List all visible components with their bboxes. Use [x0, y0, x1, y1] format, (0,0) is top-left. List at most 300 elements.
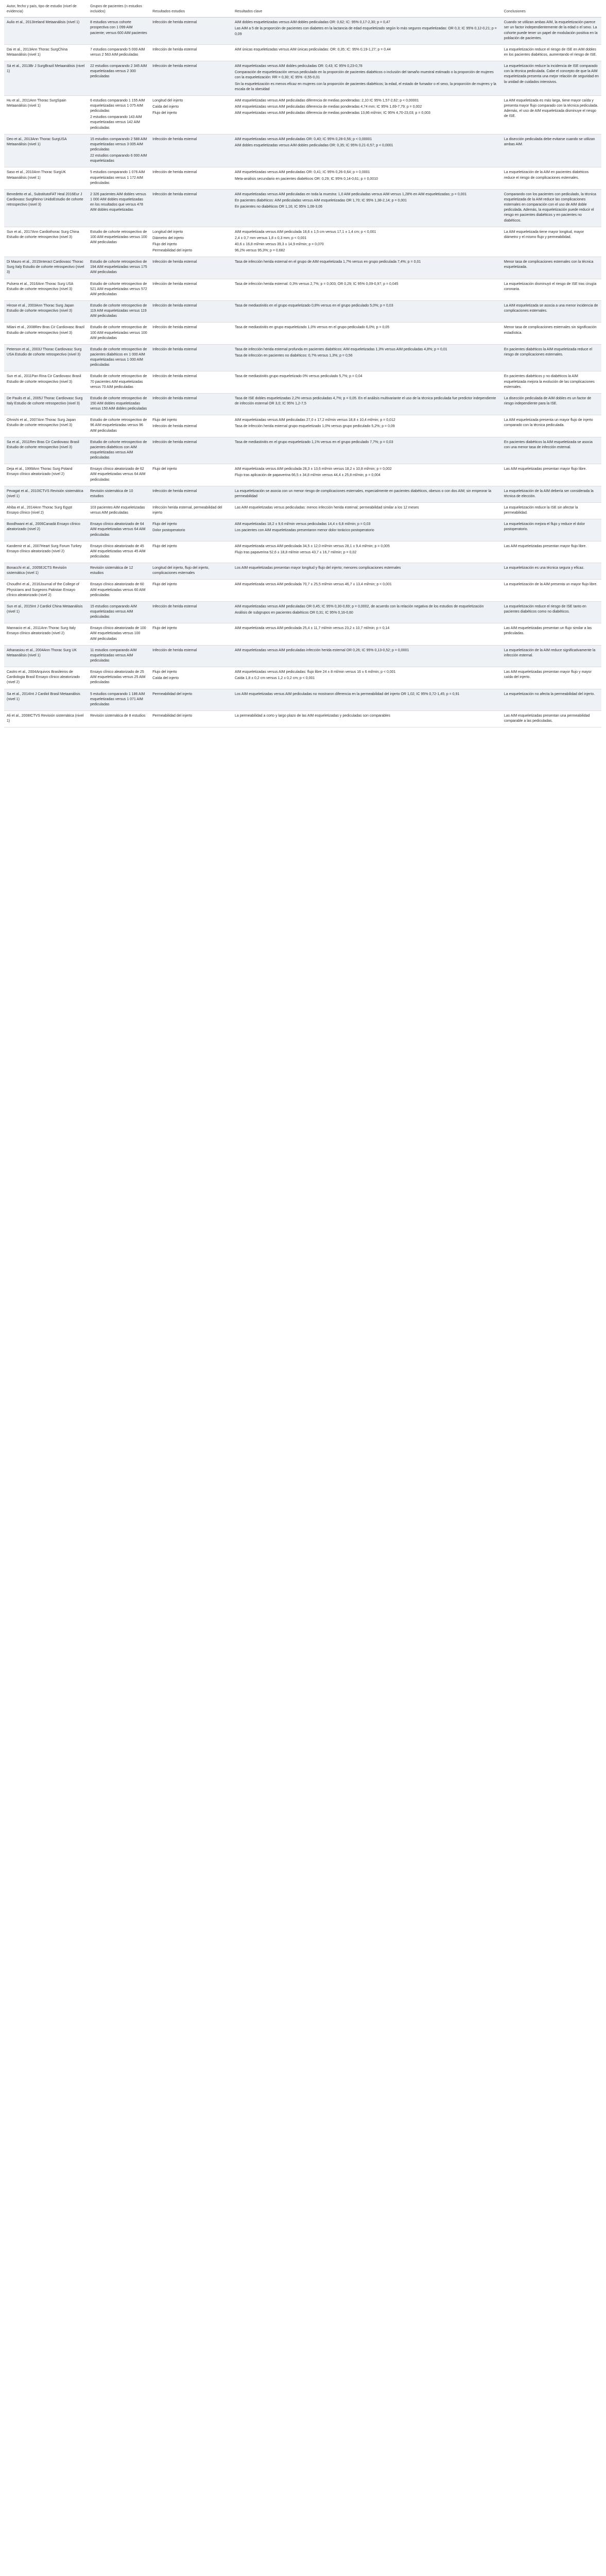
cell-groups	[88, 623, 150, 645]
result-line: AIM esqueletizadas versus AIM pediculadas OR: 0,41; IC 95% 0,26-0,64; p = 0,0001	[234, 171, 370, 175]
result-line: AIM esqueletizadas versus AIM dobles pediculadas OR: 0,43; IC 95% 0,23-0,78	[234, 64, 362, 69]
cell-conclusions: Menor tasa de complicaciones esternales sin significación estadística.	[501, 323, 601, 344]
cell-conclusions: La esqueletización no afecta la permeabilidad del injerto.	[501, 689, 601, 710]
outcome-line: Infección de herida esternal	[152, 47, 197, 52]
cell-author: Aulio et al., 2013Ireland Metaanálisis (nivel 1)	[4, 18, 88, 45]
outcome-line: Infección de herida esternal	[152, 21, 197, 25]
group-line: 15 estudios comparando 2 588 AIM esqueletizadas versus 3 005 AIM pediculadas	[90, 137, 147, 151]
cell-groups	[88, 189, 150, 227]
group-line: Estudio de cohorte retrospectivo de pacientes diabéticos en 1 000 AIM esqueletizadas versus 1 000 AIM pediculadas	[90, 347, 147, 367]
cell-author: Hirose et al., 2003Ann Thorac Surg Japan Estudio de cohorte retrospectivo (nivel 3)	[4, 301, 88, 323]
cell-author: Dai et al., 2013Ann Thorac SurgChina Metaanálisis (nivel 1)	[4, 44, 88, 61]
result-line: Tasa de ISE dobles esqueletizadas 2,2% versus pediculadas 4,7%; p = 0,05. En el análisis multivariante el uso de la técnica pediculada fue predictor independiente de infección esternal OR 3,0; IC 95% 1,2-7,5	[234, 396, 496, 406]
cell-author: Kandemir et al., 2007Heart Surg Forum Turkey Ensayo clínico aleatorizado (nivel 2)	[4, 541, 88, 563]
cell-author: Athanasiou et al., 2004Ann Thorac Surg UK Metaanálisis (nivel 1)	[4, 645, 88, 667]
cell-groups	[88, 415, 150, 437]
result-line: Tasa de mediastinitis en grupo esqueletizado 1,0% versus en el grupo pediculado 6,0%; p = 0,05	[234, 326, 390, 330]
outcome-line: Flujo del injerto	[152, 467, 177, 471]
cell-conclusions: La esqueletización reduce el riesgo de ISE tanto en pacientes diabéticos como no diabéticos.	[501, 601, 601, 623]
cell-results	[232, 541, 501, 563]
cell-author: Milani et al., 2008Rev Bras Cir Cardiovasc Brazil Estudio de cohorte retrospectivo (nivel 3)	[4, 323, 88, 344]
table-row	[4, 519, 601, 541]
cell-conclusions: En pacientes diabéticos la AIM esqueletizada se asocia con una menor tasa de infección esternal.	[501, 437, 601, 464]
group-line: Revisión sistemática de 8 estudios	[90, 714, 146, 718]
cell-conclusions: Menor tasa de complicaciones esternales con la técnica esqueletizada.	[501, 257, 601, 279]
table-row	[4, 464, 601, 486]
cell-outcomes	[150, 580, 232, 601]
cell-results	[232, 344, 501, 371]
cell-author: Sun et al., 2017Ann Cardiothorac Surg China Estudio de cohorte retrospectivo (nivel 3)	[4, 227, 88, 257]
cell-results	[232, 134, 501, 167]
result-line: 40,6 ± 16,8 ml/min versus 39,3 ± 14,9 ml/min; p = 0,070	[234, 242, 324, 246]
outcome-line: Infección de herida esternal	[152, 440, 197, 444]
table-row	[4, 344, 601, 371]
result-line: AIM esqueletizadas versus AIM pediculadas diferencia de medias ponderadas 4,74 mm; IC 95% 1,69-7,79; p = 0,002	[234, 105, 422, 109]
cell-author: Boodhwani et al., 2006Canadá Ensayo clínico aleatorizado (nivel 2)	[4, 519, 88, 541]
cell-results	[232, 437, 501, 464]
cell-outcomes	[150, 710, 232, 727]
result-line: Tasa de infección herida esternal grupo esqueletizado 1,0% versus grupo pediculado 5,2%; p = 0,09	[234, 425, 395, 429]
outcome-line: Infección de herida esternal	[152, 137, 197, 141]
result-line: En pacientes diabéticos: AIM pediculadas versus AIM esqueletizadas OR 1,70; IC 95% 1,38-2,14; p = 0,001	[234, 198, 407, 202]
group-line: 7 estudios comparando 5 000 AIM versus 2 563 AIM pediculadas	[90, 47, 145, 57]
cell-outcomes	[150, 601, 232, 623]
outcome-line: Infección herida esternal, permeabilidad del injerto	[152, 505, 222, 515]
result-line: Sin la esqueletización es menos eficaz en mujeres con la proporción de pacientes diabéticos; la edad, el estado de fumador o el sexo, la proporción de mujeres y la escala de la obesidad	[234, 82, 496, 91]
table-row	[4, 486, 601, 502]
group-line: 5 estudios comparando 1 076 AIM esqueletizadas versus 1 172 AIM pediculadas	[90, 171, 145, 185]
cell-groups	[88, 301, 150, 323]
result-line: AIM esqueletizadas versus AIM pediculadas 27,0 ± 17,2 ml/min versus 18,8 ± 10,4 ml/min; p = 0,012	[234, 418, 395, 422]
outcome-line: Infección de herida esternal	[152, 260, 197, 264]
cell-groups	[88, 18, 150, 45]
table-row	[4, 279, 601, 300]
cell-groups	[88, 227, 150, 257]
cell-conclusions: La esqueletización es una técnica segura y eficaz.	[501, 563, 601, 580]
cell-results	[232, 61, 501, 96]
table-row	[4, 61, 601, 96]
cell-author: Mannacio et al., 2011Ann Thorac Surg Italy Ensayo clínico aleatorizado (nivel 2)	[4, 623, 88, 645]
cell-results	[232, 563, 501, 580]
cell-groups	[88, 134, 150, 167]
cell-results	[232, 502, 501, 519]
header-outcomes: Resultados estudios	[150, 2, 232, 18]
outcome-line: Infección de herida esternal	[152, 304, 197, 308]
group-line: Estudio de cohorte retrospectivo de 119 AIM esqueletizadas versus 119 AIM pediculadas	[90, 304, 147, 318]
cell-outcomes	[150, 344, 232, 371]
cell-conclusions: La AIM esqueletizada tiene mayor longitud, mayor diámetro y el mismo flujo y permeabilidad.	[501, 227, 601, 257]
cell-outcomes	[150, 464, 232, 486]
group-line: 15 estudios comparando AIM esqueletizadas versus AIM pediculadas	[90, 604, 137, 619]
result-line: Tasa de mediastinitis en el grupo esqueletizado 0,8% versus en el grupo pediculado 5,0%; p = 0,03	[234, 304, 393, 308]
cell-outcomes	[150, 189, 232, 227]
cell-outcomes	[150, 134, 232, 167]
cell-results	[232, 601, 501, 623]
cell-author: Sa et al., 2011Rev Bras Cir Cardiovasc Brasil Estudio de cohorte retrospectivo (nivel 3)	[4, 437, 88, 464]
table-body	[4, 18, 601, 727]
result-line: Tasa de infección herida esternal: 0,3% versus 2,7%; p = 0,003; OR 0,29; IC 95% 0,09-0,97; p = 0,045	[234, 282, 399, 286]
header-results: Resultados clave	[232, 2, 501, 18]
cell-results	[232, 393, 501, 415]
result-line: AIM esqueletizadas versus AIM pediculadas infección herida esternal OR 0,26; IC 95% 0,13-0,52; p = 0,0001	[234, 648, 409, 652]
table-row	[4, 189, 601, 227]
cell-groups	[88, 95, 150, 134]
group-line: Estudio de cohorte retrospectivo de pacientes diabéticos con AIM esqueletizadas versus AIM pediculadas	[90, 440, 147, 460]
table-row	[4, 371, 601, 393]
outcome-line: Permeabilidad del injerto	[152, 249, 193, 253]
cell-results	[232, 580, 501, 601]
cell-groups	[88, 279, 150, 300]
cell-groups	[88, 710, 150, 727]
result-line: La esqueletización se asocia con un menor riesgo de complicaciones esternales, especialmente en pacientes diabéticos, obesos o con dos AIM; sin empeorar la permeabilidad	[234, 489, 492, 498]
cell-outcomes	[150, 667, 232, 689]
result-line: AIM esqueletizada versus AIM pediculada 34,5 ± 12,0 ml/min versus 28,1 ± 9,4 ml/min; p = 0,005	[234, 544, 390, 548]
cell-outcomes	[150, 44, 232, 61]
cell-outcomes	[150, 257, 232, 279]
cell-author: Castro et al., 2004Arquivos Brasileiros de Cardiologia Brasil Ensayo clínico aleatorizado (nivel 2)	[4, 667, 88, 689]
table-row	[4, 563, 601, 580]
group-line: Revisión sistemática de 12 estudios	[90, 566, 133, 575]
cell-author: Pevagat et al., 2010ICTVS Revisión sistemática (nivel 1)	[4, 486, 88, 502]
outcome-line: Longitud del injerto, flujo del injerto, complicaciones esternales	[152, 566, 210, 575]
cell-groups	[88, 667, 150, 689]
group-line: Estudio de cohorte retrospectivo de 150 AIM dobles esqueletizadas versus 150 AIM dobles pediculadas	[90, 396, 147, 411]
cell-results	[232, 227, 501, 257]
cell-author: Sun et al., 2011Pan Rina Cir Cardiovasc Brasil Estudio de cohorte retrospectivo (nivel 3)	[4, 371, 88, 393]
cell-conclusions: Las AIM esqueletizadas presentan mayor flujo y mayor caída del injerto.	[501, 667, 601, 689]
cell-outcomes	[150, 623, 232, 645]
outcome-line: Infección de herida esternal	[152, 648, 197, 652]
group-line: 2 estudios comparando 143 AIM esqueletizadas versus 142 AIM pediculadas	[90, 115, 142, 130]
result-line: Los AIM esqueletizadas presentan mayor longitud y flujo del injerto; menores complicaciones esternales	[234, 566, 401, 570]
cell-author: De Paulis et al., 2005J Thorac Cardiovasc Surg Italy Estudio de cohorte retrospectivo (nivel 3)	[4, 393, 88, 415]
cell-author: Hu et al., 2011Ann Thorac SurgSpain Metaanálisis (nivel 1)	[4, 95, 88, 134]
result-line: Las AIM a 5 de la proporción de pacientes con diabetes en la lactancia de edad esqueletizado según lo más seguros esqueletizadas: OR 0,3; IC 95% 0,12-0,21; p = 0,09	[234, 27, 497, 36]
cell-author: Pulsera et al., 2016Ann Thorac Surg USA Estudio de cohorte retrospectivo (nivel 3)	[4, 279, 88, 300]
outcome-line: Infección de herida esternal	[152, 192, 197, 196]
group-line: Ensayo clínico aleatorizado de 60 AIM esqueletizadas versus 60 AIM pediculadas	[90, 583, 146, 597]
cell-outcomes	[150, 563, 232, 580]
header-groups: Grupos de pacientes (n estudios incluidos)	[88, 2, 150, 18]
outcome-line: Caída del injerto	[152, 676, 179, 681]
cell-conclusions: Comparando con los pacientes con pediculado, la técnica esqueletizada de la AIM reduce las complicaciones esternales en comparación con el uso de AIM doble pediculada. Además, la esqueletización puede reducir el riesgo en pacientes diabéticos y en pacientes no diabéticos.	[501, 189, 601, 227]
cell-groups	[88, 371, 150, 393]
table-row	[4, 437, 601, 464]
cell-conclusions: La disección pediculada de AIM dobles es un factor de riesgo independiente para la ISE.	[501, 393, 601, 415]
cell-conclusions: La AIM esqueletizada se asocia a una menor incidencia de complicaciones esternales.	[501, 301, 601, 323]
header-author: Autor, fecho y país, tipo de estudio (nivel de evidencia)	[4, 2, 88, 18]
cell-conclusions: Cuando se utilizan ambas AIM, la esqueletización parece ser un factor independientemente de la edad o el sexo. La cohorte puede tener un papel de modulación positiva en la población de pacientes.	[501, 18, 601, 45]
table-row	[4, 323, 601, 344]
cell-groups	[88, 601, 150, 623]
cell-results	[232, 18, 501, 45]
outcome-line: Infección de herida esternal	[152, 347, 197, 351]
outcome-line: Flujo del injerto	[152, 522, 177, 527]
cell-outcomes	[150, 437, 232, 464]
result-line: Los pacientes con AIM esqueletizadas presentaron menor dolor torácico postoperatorio	[234, 529, 374, 533]
table-row	[4, 134, 601, 167]
group-line: Revisión sistemática de 10 estudios	[90, 489, 133, 498]
cell-outcomes	[150, 279, 232, 300]
outcome-line: Flujo del injerto	[152, 242, 177, 246]
cell-groups	[88, 541, 150, 563]
table-row	[4, 227, 601, 257]
table-row	[4, 18, 601, 45]
cell-outcomes	[150, 227, 232, 257]
cell-conclusions: La disección pediculada debe evitarse cuando se utilizan ambas AIM.	[501, 134, 601, 167]
cell-groups	[88, 393, 150, 415]
outcome-line: Longitud del injerto	[152, 230, 183, 234]
outcome-line: Flujo del injerto	[152, 583, 177, 587]
cell-outcomes	[150, 415, 232, 437]
group-line: Estudio de cohorte retrospectivo de 100 AIM esqueletizadas versus 100 AIM pediculadas	[90, 230, 147, 244]
group-line: Ensayo clínico aleatorizado de 100 AIM esqueletizadas versus 100 AIM pediculadas	[90, 626, 146, 641]
cell-outcomes	[150, 18, 232, 45]
result-line: La permeabilidad a corto y largo plazo de las AIM esqueletizadas y pediculadas son comparables	[234, 714, 390, 718]
group-line: 11 estudios comparando AIM esqueletizadas versus AIM pediculadas	[90, 648, 137, 663]
outcome-line: Flujo del injerto	[152, 670, 177, 674]
group-line: Ensayo clínico aleatorizado de 64 AIM esqueletizadas versus 64 AIM pediculadas	[90, 522, 146, 537]
cell-conclusions: La esqueletización reduce la incidencia de ISE comparado con la técnica pediculada. Cabe el concepto de que la AIM esqueletizada presenta una mejor relación de seguridad en la unidad de cuidados intensivos.	[501, 61, 601, 96]
result-line: Tasa de infección herida esternal profunda en pacientes diabéticos: AIM esqueletizadas 1,3% versus AIM pediculadas 4,8%; p = 0,01	[234, 347, 447, 351]
group-line: 5 estudios comparando 1 186 AIM esqueletizadas versus 1 071 AIM pediculadas	[90, 692, 145, 706]
cell-outcomes	[150, 393, 232, 415]
result-line: AIM esqueletizadas versus AIM pediculadas en toda la muestra: 1,0 AIM pediculadas versus AIM versus 1,28% en AIM esqueletizadas; p = 0,001	[234, 192, 467, 196]
result-line: AIM dobles esqueletizadas versus AIM dobles pediculadas OR: 0,62; IC: 95% 0,17-2,30; p = 0,47	[234, 21, 390, 25]
cell-author: Deja et al., 1999Ann Thorac Surg Poland Ensayo clínico aleatorizado (nivel 2)	[4, 464, 88, 486]
table-row	[4, 710, 601, 727]
outcome-line: Flujo del injerto	[152, 111, 177, 115]
outcome-line: Infección de herida esternal	[152, 396, 197, 400]
cell-results	[232, 415, 501, 437]
outcome-line: Infección de herida esternal	[152, 489, 197, 493]
cell-results	[232, 95, 501, 134]
group-line: 8 estudios versus cohorte prospectiva con 1 099 AIM paciente; versus 600 AIM pacientes	[90, 21, 147, 35]
group-line: Estudio de cohorte retrospectivo de 96 AIM esqueletizadas versus 96 AIM pediculadas	[90, 418, 147, 433]
group-line: Estudio de cohorte retrospectivo de 194 AIM esqueletizadas versus 175 AIM pediculadas	[90, 260, 147, 275]
table-row	[4, 301, 601, 323]
result-line: Caída 1,8 ± 0,2 cm versus 1,2 ± 0,2 cm; p < 0,001	[234, 676, 315, 681]
result-line: AIM esqueletizada versus AIM pediculada 25,4 ± 11,7 ml/min versus 23,2 ± 10,7 ml/min; p = 0,14	[234, 626, 390, 631]
outcome-line: Longitud del injerto	[152, 98, 183, 103]
group-line: Estudio de cohorte retrospectivo de 100 AIM esqueletizadas versus 100 AIM pediculadas	[90, 326, 147, 340]
outcome-line: Flujo del injerto	[152, 544, 177, 548]
table-row	[4, 167, 601, 189]
group-line: Estudio de cohorte retrospectivo de 70 pacientes AIM esqueletizadas versus 70 AIM pediculadas	[90, 375, 147, 389]
header-conclusions: Conclusiones	[501, 2, 601, 18]
evidence-table	[4, 2, 601, 727]
cell-groups	[88, 580, 150, 601]
cell-conclusions: En pacientes diabéticos la AIM esqueletizada reduce el riesgo de complicaciones esternales.	[501, 344, 601, 371]
result-line: AIM esqueletizadas 18,2 ± 9,6 ml/min versus pediculadas 14,4 ± 6,8 ml/min; p = 0,03	[234, 522, 371, 527]
group-line: 6 estudios comparando 1 155 AIM esqueletizadas versus 1 075 AIM pediculadas	[90, 98, 145, 113]
cell-results	[232, 519, 501, 541]
outcome-line: Infección de herida esternal	[152, 326, 197, 330]
cell-results	[232, 689, 501, 710]
result-line: Flujo tras papaverina 52,6 ± 18,8 ml/min versus 43,7 ± 16,7 ml/min; p = 0,02	[234, 550, 357, 554]
result-line: Análisis de subgrupos en pacientes diabéticos OR 0,31; IC 95% 0,16-0,60	[234, 611, 353, 615]
cell-groups	[88, 61, 150, 96]
outcome-line: Infección de herida esternal	[152, 375, 197, 379]
cell-outcomes	[150, 61, 232, 96]
outcome-line: Diámetro del injerto	[152, 236, 184, 240]
table-row	[4, 415, 601, 437]
cell-results	[232, 301, 501, 323]
outcome-line: Permeabilidad del injerto	[152, 692, 193, 696]
result-line: Flujo tras aplicación de papaverina 66,5 ± 34,8 ml/min versus 44,4 ± 25,8 ml/min; p = 0,004	[234, 473, 380, 478]
result-line: En pacientes no diabéticos OR 1,16; IC 95% 1,08-3,06	[234, 205, 323, 209]
result-line: AIM esqueletizada versus AIM pediculada 70,7 ± 25,5 ml/min versus 46,7 ± 13,4 ml/min; p < 0,001	[234, 583, 392, 587]
cell-groups	[88, 519, 150, 541]
result-line: AIM esqueletizada versus AIM pediculada 18,6 ± 1,5 cm versus 17,1 ± 1,4 cm; p < 0,001	[234, 230, 376, 234]
table-row	[4, 393, 601, 415]
cell-results	[232, 645, 501, 667]
cell-conclusions: La esqueletización mejora el flujo y reduce el dolor postoperatorio.	[501, 519, 601, 541]
outcome-line: Infección de herida esternal	[152, 282, 197, 286]
group-line: Ensayo clínico aleatorizado de 62 AIM esqueletizadas versus 64 AIM pediculadas	[90, 467, 146, 482]
result-line: 2,4 ± 0,7 mm versus 1,8 ± 0,3 mm; p < 0,001	[234, 236, 307, 240]
outcome-line: Infección de herida esternal	[152, 425, 197, 429]
result-line: Comparación de esqueletización versus pediculado en la proporción de pacientes diabéticos o inclusión del tamaño muestral estimado o la proporción de mujeres con la esqueletización: RR = 0,30; IC 95% -0,55-0,01	[234, 71, 494, 80]
outcome-line: Flujo del injerto	[152, 418, 177, 422]
cell-results	[232, 486, 501, 502]
cell-author: Ahiba et al., 2014Ann Thorac Surg Egypt Ensayo clínico (nivel 2)	[4, 502, 88, 519]
cell-author: Peterson et al., 2003J Thorac Cardiovasc Surg USA Estudio de cohorte retrospectivo (nivel 3)	[4, 344, 88, 371]
group-line: Ensayo clínico aleatorizado de 25 AIM esqueletizadas versus 25 AIM pediculadas	[90, 670, 146, 685]
result-line: AIM únicas esqueletizadas versus AIM únicas pediculadas: OR: 0,35; IC: 95% 0,19-1,27; p = 0,44	[234, 47, 391, 52]
table-row	[4, 645, 601, 667]
table-row	[4, 623, 601, 645]
cell-outcomes	[150, 541, 232, 563]
table-row	[4, 502, 601, 519]
cell-outcomes	[150, 167, 232, 189]
cell-results	[232, 44, 501, 61]
cell-results	[232, 464, 501, 486]
table-row	[4, 689, 601, 710]
cell-results	[232, 257, 501, 279]
cell-groups	[88, 563, 150, 580]
cell-conclusions: Las AIM esqueletizadas presentan una permeabilidad comparable a las pediculadas.	[501, 710, 601, 727]
cell-results	[232, 279, 501, 300]
outcome-line: Dolor postoperatorio	[152, 529, 185, 533]
cell-conclusions: La esqueletización de la AIM en pacientes diabéticos reduce el riesgo de complicaciones esternales.	[501, 167, 601, 189]
cell-author: Sun et al., 2015Int J Cardiol China Metaanálisis (nivel 1)	[4, 601, 88, 623]
cell-groups	[88, 486, 150, 502]
result-line: AIM esqueletizadas versus AIM pediculadas: flujo libre 24 ± 8 ml/min versus 16 ± 6 ml/min; p < 0,001	[234, 670, 396, 674]
cell-author: Di Mauro et al., 2015Interact Cardiovasc Thorac Surg Italy Estudio de cohorte retrospectivo (nivel 3)	[4, 257, 88, 279]
table-row	[4, 95, 601, 134]
cell-conclusions: Las AIM esqueletizadas presentan mayor flujo libre.	[501, 541, 601, 563]
result-line: Meta-análisis secundario en pacientes diabéticos OR: 0,29; IC 95% 0,14-0,61; p = 0,0010	[234, 177, 378, 181]
cell-results	[232, 371, 501, 393]
cell-results	[232, 623, 501, 645]
outcome-line: Caída del injerto	[152, 105, 179, 109]
cell-groups	[88, 323, 150, 344]
cell-author: Deo et al., 2013Ann Thorac SurgUSA Metaanálisis (nivel 1)	[4, 134, 88, 167]
cell-author: Choudhri et al., 2016Journal of the College of Physicians and Surgeons Pakistan Ensayo clínico aleatorizado (nivel 2)	[4, 580, 88, 601]
cell-outcomes	[150, 689, 232, 710]
result-line: Tasa de mediastinitis en el grupo esqueletizado 1,1% versus en el grupo pediculado 7,7%; p = 0,03	[234, 440, 393, 444]
result-line: AIM esqueletizadas versus AIM pediculadas diferencia de medias ponderadas 13,86 ml/min; IC 95% 4,70-23,03; p = 0,003	[234, 111, 430, 115]
group-line: Estudio de cohorte retrospectivo de 521 AIM esqueletizadas versus 572 AIM pediculadas	[90, 282, 147, 296]
result-line: 96,2% versus 95,3%; p = 0,682	[234, 249, 285, 253]
cell-groups	[88, 44, 150, 61]
cell-author: Ali et al., 2008ICTVS Revisión sistemática (nivel 1)	[4, 710, 88, 727]
result-line: Las AIM esqueletizadas versus pediculadas: menos infección herida esternal; permeabilidad similar a los 12 meses	[234, 505, 419, 510]
cell-results	[232, 710, 501, 727]
table-row	[4, 601, 601, 623]
cell-results	[232, 323, 501, 344]
cell-outcomes	[150, 371, 232, 393]
result-line: Tasa de mediastinitis grupo esqueletizado 0% versus pediculado 5,7%; p = 0,04	[234, 375, 362, 379]
outcome-line: Permeabilidad del injerto	[152, 714, 193, 718]
cell-conclusions: La esqueletización de la AIM debería ser considerada la técnica de elección.	[501, 486, 601, 502]
cell-outcomes	[150, 645, 232, 667]
group-line: 22 estudios comparando 2 345 AIM esqueletizadas versus 2 300 pediculadas	[90, 64, 147, 79]
cell-conclusions: La esqueletización disminuyó el riesgo de ISE tras cirugía coronaria.	[501, 279, 601, 300]
cell-conclusions: La esqueletización reduce el riesgo de ISE en AIM dobles en los pacientes diabéticos, aumentando el riesgo de ISE.	[501, 44, 601, 61]
table-row	[4, 667, 601, 689]
cell-results	[232, 189, 501, 227]
cell-conclusions: Las AIM esqueletizadas presentan un flujo similar a las pediculadas.	[501, 623, 601, 645]
cell-author: Saso et al., 2010Ann Thorac SurgUK Metaanálisis (nivel 1)	[4, 167, 88, 189]
result-line: AIM esqueletizada versus AIM pediculada 28,3 ± 13,6 ml/min versus 18,2 ± 10,8 ml/min; p = 0,002	[234, 467, 392, 471]
result-line: AIM esqueletizadas versus AIM pediculadas OR: 0,40; IC 95% 0,28-0,56; p < 0,00001	[234, 137, 372, 141]
result-line: Los AIM esqueletizadas versus AIM pediculadas no mostraron diferencia en la permeabilidad del injerto OR 1,02; IC 95% 0,72-1,45; p = 0,91	[234, 692, 460, 696]
cell-conclusions: La esqueletización reduce la ISE sin afectar la permeabilidad.	[501, 502, 601, 519]
cell-author: Sa et al., 2014Int J Cardiol Brasil Metaanálisis (nivel 1)	[4, 689, 88, 710]
group-line: 2 326 pacientes AIM dobles versus 1 000 AIM dobles esqueletizadas en los resultados que versus 478 AIM dobles esqueletizadas	[90, 192, 146, 212]
cell-groups	[88, 437, 150, 464]
table-header-row	[4, 2, 601, 18]
table-row	[4, 541, 601, 563]
group-line: Ensayo clínico aleatorizado de 45 AIM esqueletizadas versus 45 AIM pediculadas	[90, 544, 146, 558]
cell-author: Benedetto et al., SubstitutoFAT Heal 2016Eur J Cardiovasc SurgReino UnidoEstudio de cohorte retrospectivo (nivel 3)	[4, 189, 88, 227]
cell-groups	[88, 344, 150, 371]
group-line: 103 pacientes AIM esqueletizadas versus AIM pediculadas	[90, 505, 145, 515]
result-line: AIM dobles esqueletizadas versus AIM dobles pediculadas OR: 0,35; IC 95% 0,21-0,57; p < 0,0001	[234, 143, 393, 147]
cell-outcomes	[150, 323, 232, 344]
result-line: Tasa de infección herida esternal en el grupo de AIM esqueletizada 1,7% versus en grupo pediculada 7,4%; p = 0,01	[234, 260, 421, 264]
cell-results	[232, 667, 501, 689]
cell-conclusions: Las AIM esqueletizadas presentan mayor flujo libre.	[501, 464, 601, 486]
cell-author: Bonacchi et al., 2005EJCTS Revisión sistemática (nivel 1)	[4, 563, 88, 580]
cell-groups	[88, 689, 150, 710]
cell-groups	[88, 464, 150, 486]
cell-groups	[88, 645, 150, 667]
result-line: AIM esqueletizadas versus AIM pediculadas OR 0,45; IC 95% 0,30-0,69; p = 0,0002, de acuerdo con la relación negativa de los estudios de esqueletización	[234, 604, 484, 608]
outcome-line: Infección de herida esternal	[152, 604, 197, 608]
outcome-line: Infección de herida esternal	[152, 64, 197, 69]
table-row	[4, 44, 601, 61]
cell-conclusions: En pacientes diabéticos y no diabéticos la AIM esqueletizada mejora la evolución de las complicaciones esternales.	[501, 371, 601, 393]
cell-outcomes	[150, 519, 232, 541]
cell-groups	[88, 167, 150, 189]
cell-groups	[88, 257, 150, 279]
result-line: AIM esqueletizadas versus AIM pediculadas diferencia de medias ponderadas: 2,10 IC 95% 1,57-2,62; p < 0,00001	[234, 98, 419, 103]
result-line: Tasa de infección en pacientes no diabéticos: 0,7% versus 1,3%; p = 0,56	[234, 354, 353, 358]
cell-conclusions: La AIM esqueletizada presenta un mayor flujo de injerto comparado con la técnica pediculada.	[501, 415, 601, 437]
table-row	[4, 257, 601, 279]
evidence-table-page	[0, 0, 606, 730]
cell-outcomes	[150, 486, 232, 502]
cell-results	[232, 167, 501, 189]
cell-conclusions: La AIM esqueletizada es más larga, tiene mayor caída y presenta mayor flujo comparado con la técnica pediculada. Además, el uso de AIM esqueletizada disminuye el riesgo de ISE.	[501, 95, 601, 134]
cell-outcomes	[150, 301, 232, 323]
cell-author: Sá et al., 2013Br J SurgBrazil Metaanálisis (nivel 1)	[4, 61, 88, 96]
cell-conclusions: La esqueletización de la AIM presenta un mayor flujo libre.	[501, 580, 601, 601]
table-row	[4, 580, 601, 601]
